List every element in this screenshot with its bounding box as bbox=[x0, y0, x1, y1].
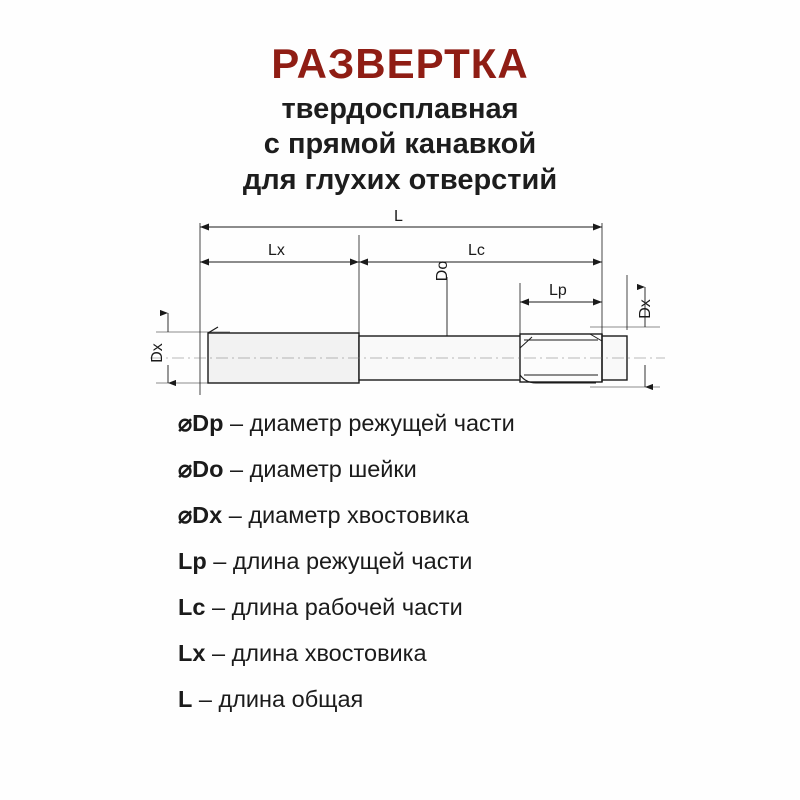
subtitle bbox=[0, 92, 800, 198]
legend-description: диаметр режущей части bbox=[249, 410, 515, 436]
legend-description: диаметр шейки bbox=[249, 456, 417, 482]
dim-label-Dx-right: Dx bbox=[637, 299, 654, 319]
legend-item-l bbox=[178, 688, 778, 712]
legend-item-dp bbox=[178, 412, 778, 436]
dim-label-Lc: Lc bbox=[468, 242, 485, 259]
legend-dash: – bbox=[230, 410, 244, 436]
legend-item-lc bbox=[178, 596, 778, 620]
legend-symbol: ⌀Dp bbox=[178, 410, 224, 436]
page-title: РАЗВЕРТКА bbox=[271, 40, 529, 87]
dim-label-Do: Do bbox=[434, 260, 451, 282]
subtitle-line-1: твердосплавная bbox=[281, 93, 519, 126]
legend-dash: – bbox=[211, 640, 226, 666]
dim-label-Lx: Lx bbox=[268, 242, 285, 259]
legend-item-do bbox=[178, 458, 778, 482]
legend-description: длина режущей части bbox=[232, 548, 473, 574]
legend-symbol: Lx bbox=[178, 640, 206, 666]
subtitle-line-3: для глухих отверстий bbox=[242, 163, 558, 196]
legend-list bbox=[178, 412, 778, 734]
legend-symbol: Lc bbox=[178, 594, 206, 620]
legend-item-lx bbox=[178, 642, 778, 666]
legend-dash: – bbox=[228, 502, 242, 528]
legend-dash: – bbox=[198, 686, 212, 712]
technical-drawing bbox=[120, 205, 690, 410]
legend-dash: – bbox=[230, 456, 244, 482]
legend-dash: – bbox=[211, 594, 226, 620]
dim-label-Lp: Lp bbox=[549, 282, 567, 299]
legend-description: длина хвостовика bbox=[231, 640, 427, 666]
legend-symbol: ⌀Dx bbox=[178, 502, 223, 528]
legend-description: длина рабочей части bbox=[231, 594, 463, 620]
legend-description: длина общая bbox=[218, 686, 364, 712]
subtitle-line-2: с прямой канавкой bbox=[263, 128, 537, 161]
legend-dash: – bbox=[213, 548, 227, 574]
legend-symbol: L bbox=[178, 686, 193, 712]
title-block bbox=[0, 42, 800, 198]
legend-symbol: Lp bbox=[178, 548, 207, 574]
legend-symbol: ⌀Do bbox=[178, 456, 224, 482]
legend-description: диаметр хвостовика bbox=[248, 502, 469, 528]
legend-item-dx bbox=[178, 504, 778, 528]
legend-item-lp bbox=[178, 550, 778, 574]
dim-label-L: L bbox=[394, 208, 403, 225]
dim-label-Dx-left: Dx bbox=[149, 343, 166, 363]
